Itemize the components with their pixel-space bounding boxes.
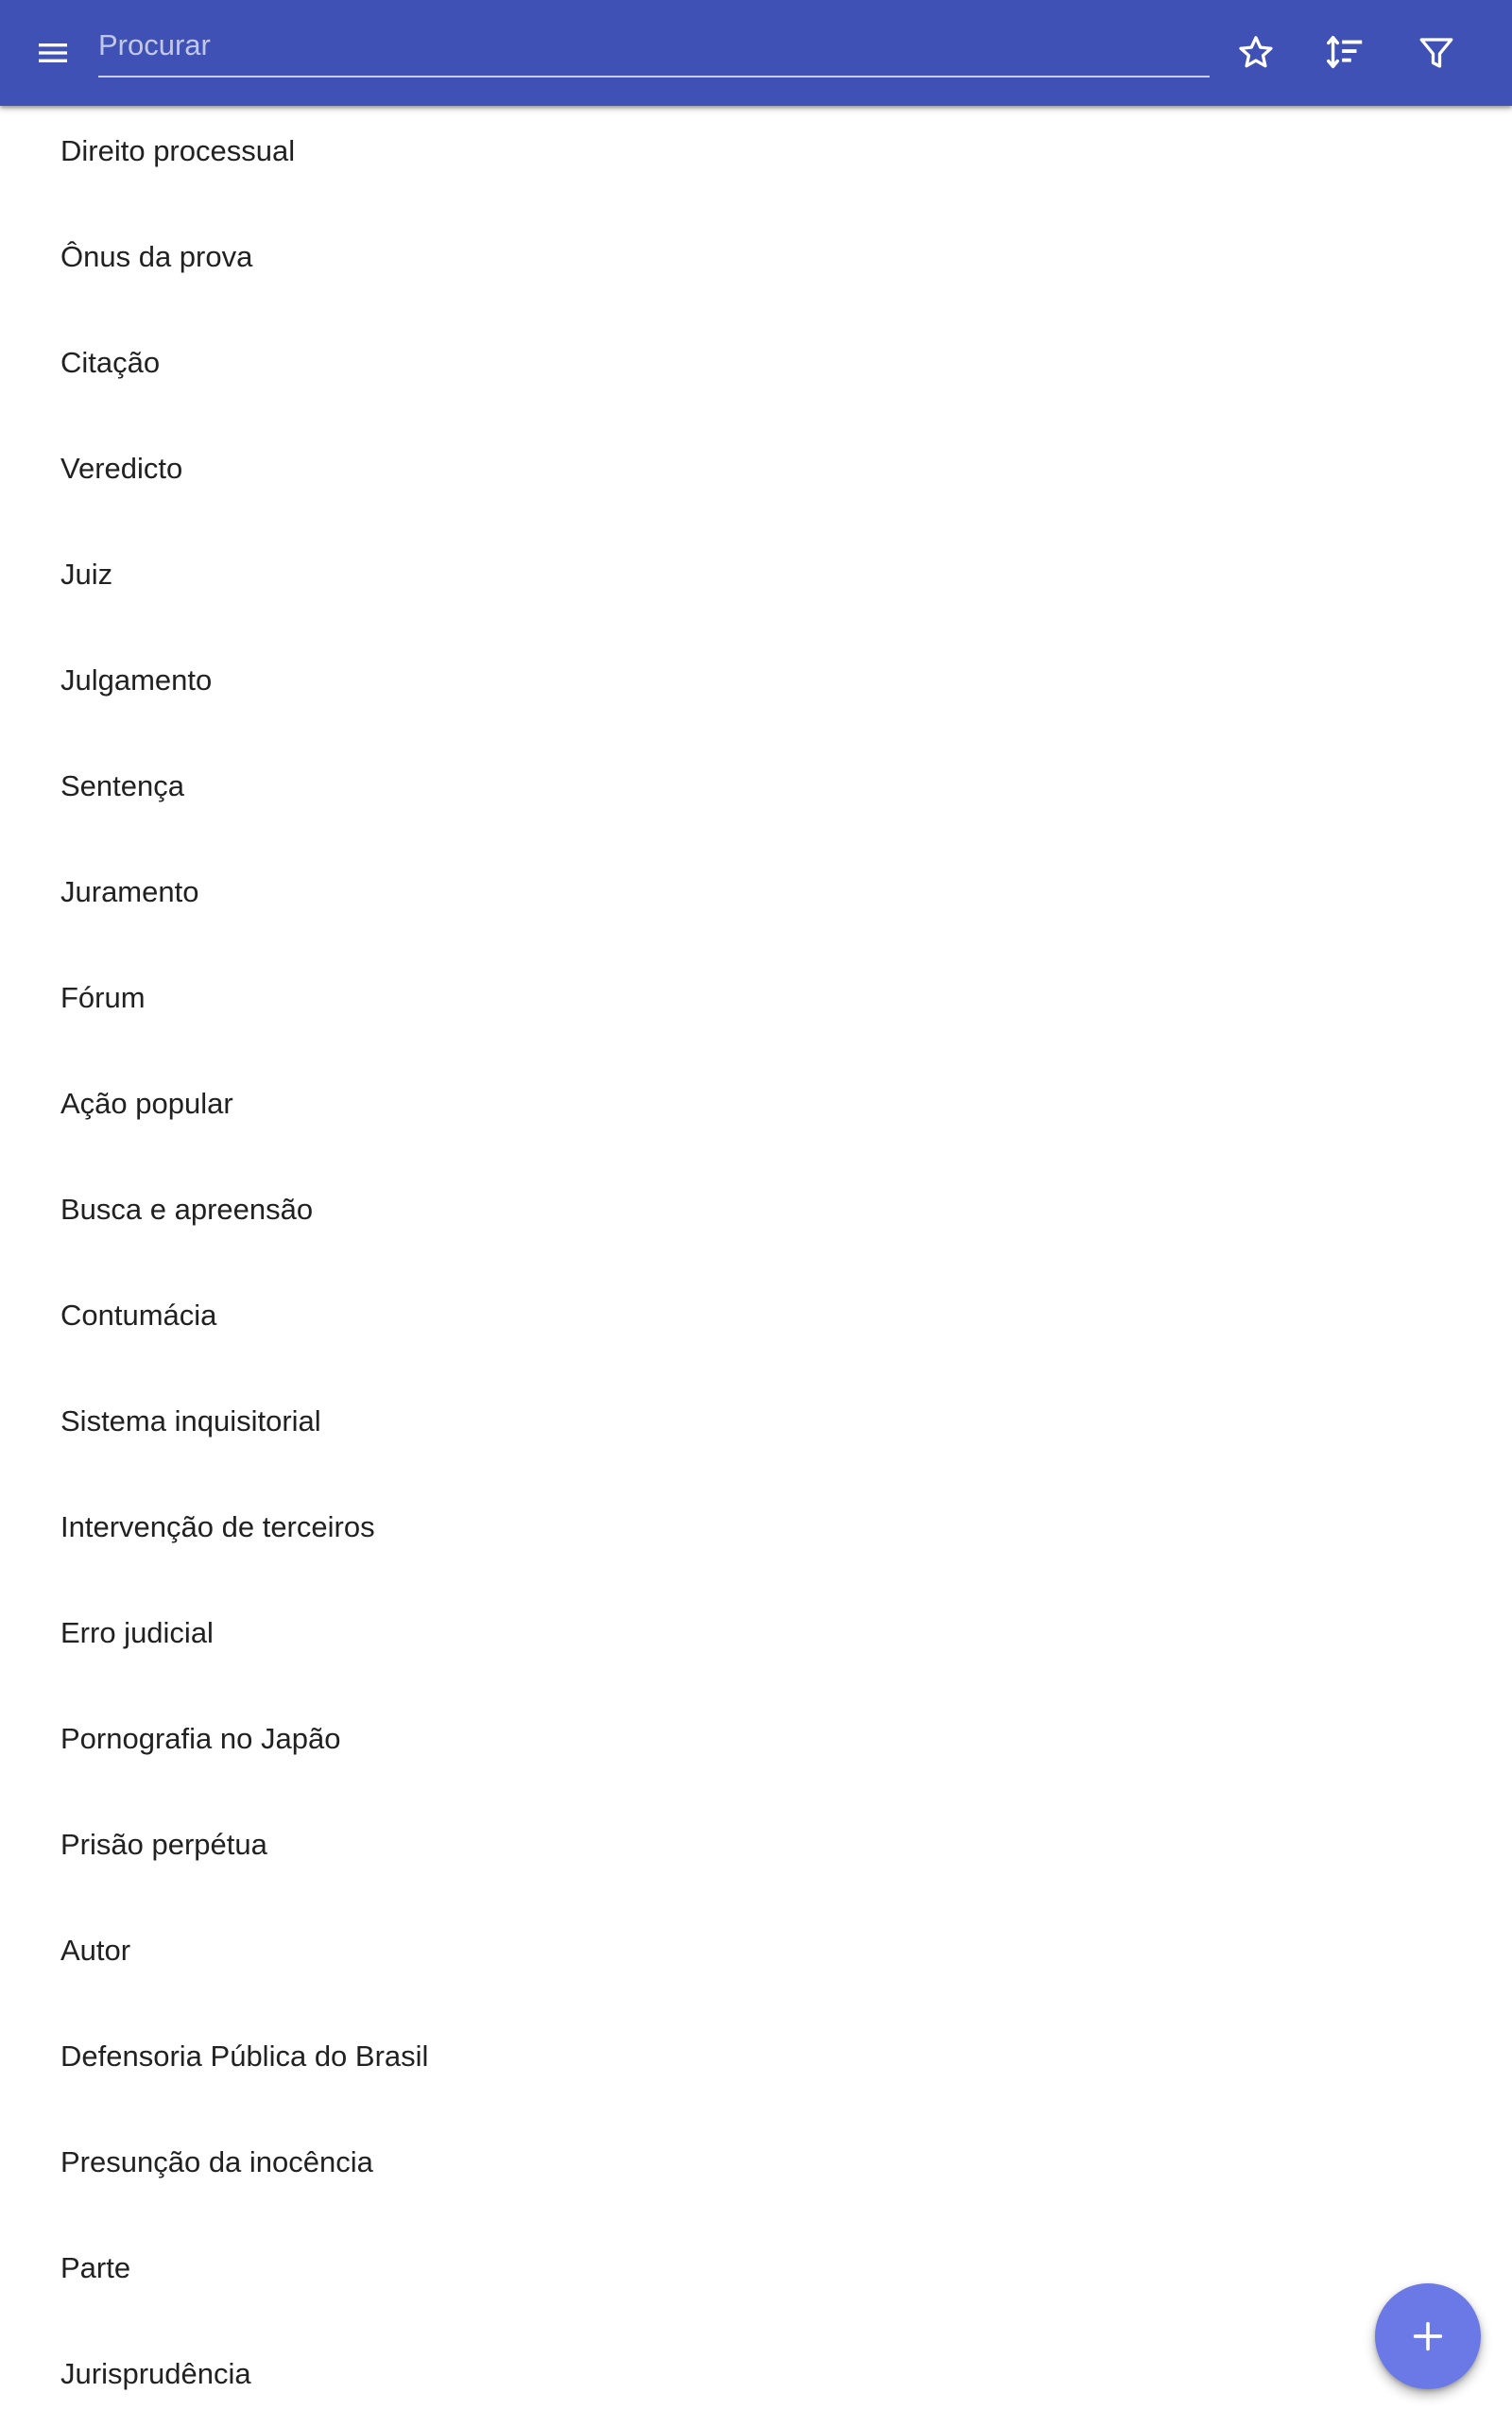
list-item[interactable]: Juiz [60, 558, 113, 591]
list-item[interactable]: Presunção da inocência [60, 2145, 373, 2178]
menu-button[interactable] [23, 23, 83, 83]
list-item[interactable]: Veredicto [60, 452, 183, 485]
list-item[interactable]: Ação popular [60, 1087, 233, 1120]
list-item[interactable]: Prisão perpétua [60, 1828, 267, 1861]
add-button[interactable] [1375, 2283, 1481, 2389]
list-item[interactable]: Sistema inquisitorial [60, 1404, 321, 1437]
list-item[interactable]: Ônus da prova [60, 240, 253, 273]
list-item[interactable]: Julgamento [60, 663, 213, 697]
menu-icon [34, 34, 72, 72]
favorites-button[interactable] [1226, 23, 1286, 83]
list-item[interactable]: Fórum [60, 981, 146, 1014]
filter-icon [1417, 33, 1456, 73]
top-app-bar [0, 0, 1512, 106]
list-item[interactable]: Erro judicial [60, 1616, 214, 1649]
list-item[interactable]: Intervenção de terceiros [60, 1510, 375, 1543]
sort-button[interactable] [1315, 23, 1376, 83]
list-item[interactable]: Defensoria Pública do Brasil [60, 2040, 429, 2073]
search-field [98, 17, 1210, 77]
list-item[interactable]: Jurisprudência [60, 2357, 251, 2390]
sort-icon [1324, 31, 1367, 75]
list-item[interactable]: Pornografia no Japão [60, 1722, 341, 1755]
list-item[interactable]: Autor [60, 1934, 131, 1967]
filter-button[interactable] [1406, 23, 1467, 83]
list-item[interactable]: Contumácia [60, 1299, 217, 1332]
list-item[interactable]: Direito processual [60, 134, 296, 167]
plus-icon [1409, 2317, 1447, 2355]
search-input[interactable] [98, 17, 1210, 74]
list-item[interactable]: Juramento [60, 875, 199, 908]
term-list [0, 98, 1512, 2427]
list-item[interactable]: Parte [60, 2251, 131, 2284]
list-item[interactable]: Citação [60, 346, 161, 379]
star-outline-icon [1235, 32, 1277, 74]
list-item[interactable]: Sentença [60, 769, 184, 802]
list-item[interactable]: Busca e apreensão [60, 1193, 314, 1226]
